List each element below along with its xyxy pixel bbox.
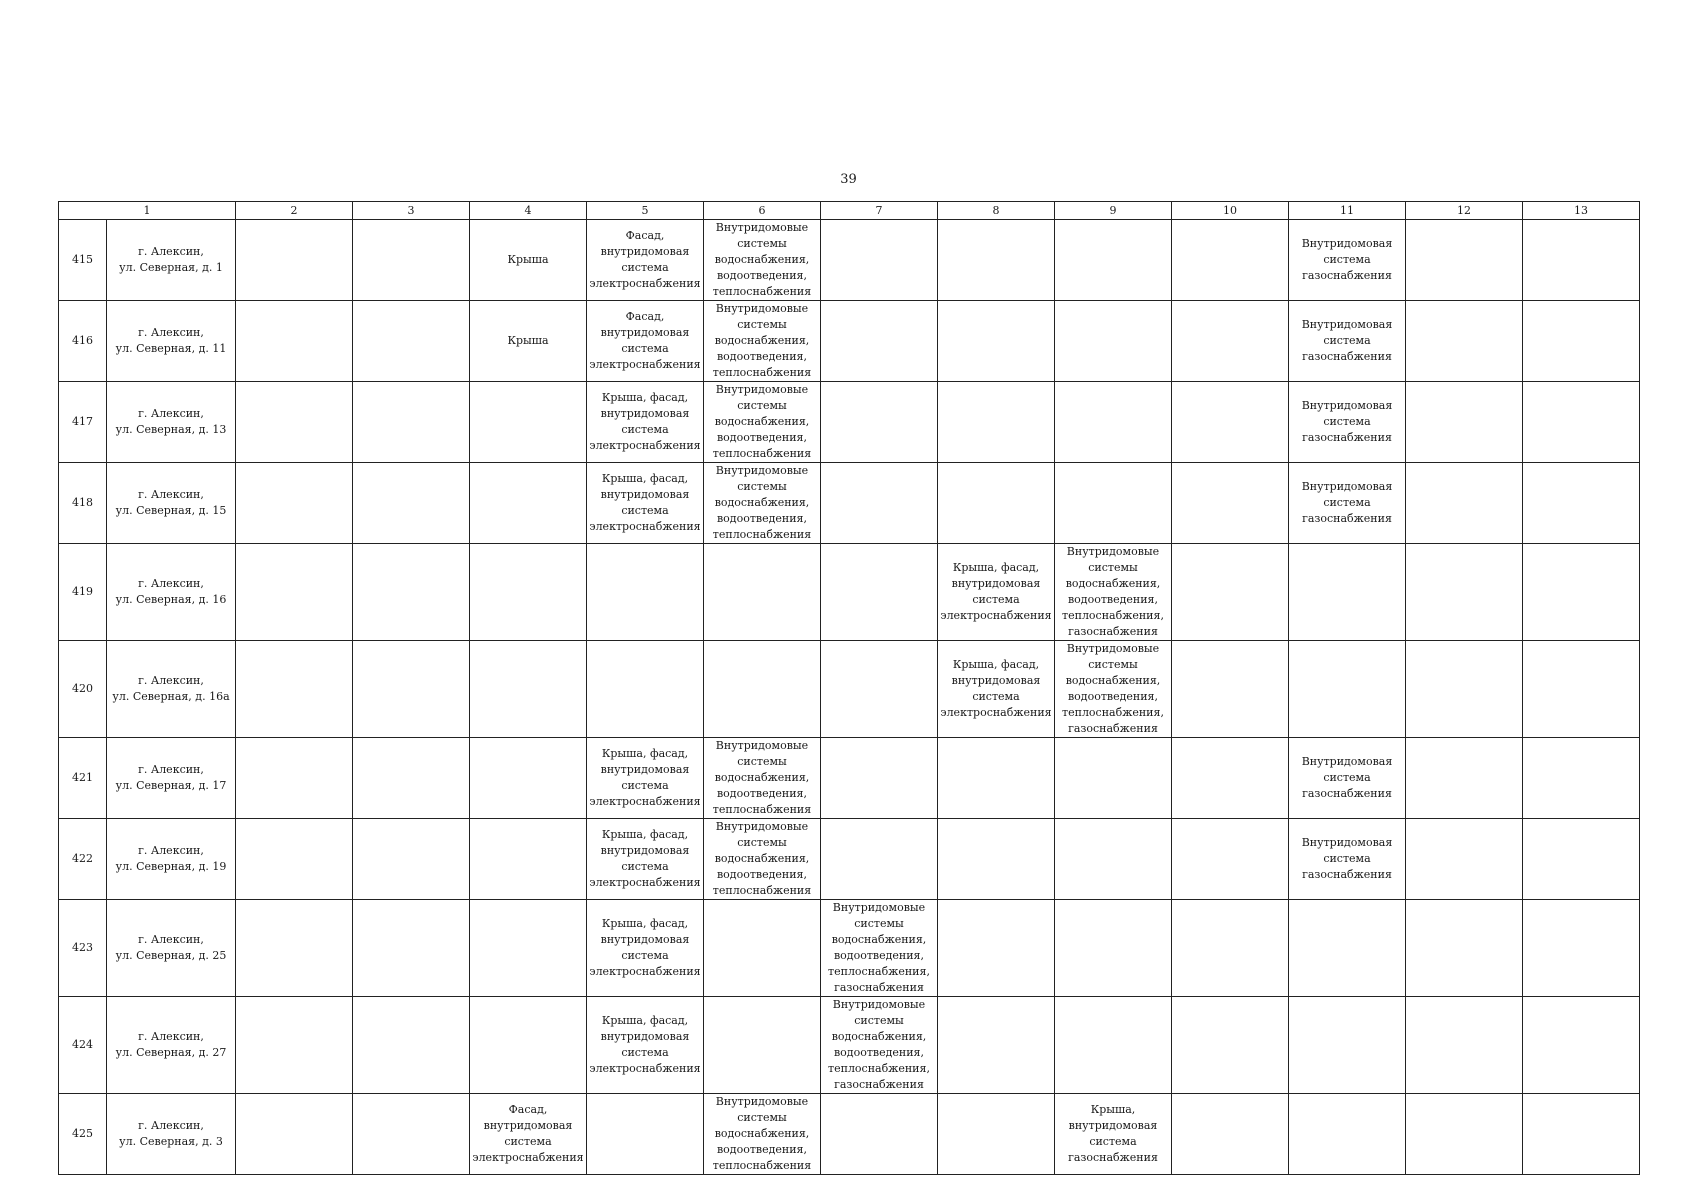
col6-cell: Внутридомовые системы водоснабжения, водоотведения, теплоснабжения — [704, 819, 821, 900]
col11-cell: Внутридомовая система газоснабжения — [1289, 220, 1406, 301]
address-cell: г. Алексин, ул. Северная, д. 17 — [107, 738, 236, 819]
col12-cell — [1406, 1094, 1523, 1175]
col6-cell: Внутридомовые системы водоснабжения, водоотведения, теплоснабжения — [704, 382, 821, 463]
col2-cell — [236, 220, 353, 301]
row-number-cell: 423 — [59, 900, 107, 997]
column-header: 5 — [587, 202, 704, 220]
row-number-cell: 416 — [59, 301, 107, 382]
col4-cell: Крыша — [470, 301, 587, 382]
col6-cell: Внутридомовые системы водоснабжения, водоотведения, теплоснабжения — [704, 301, 821, 382]
column-header: 6 — [704, 202, 821, 220]
table-row — [59, 220, 1640, 301]
col3-cell — [353, 900, 470, 997]
col7-cell — [821, 463, 938, 544]
col5-cell — [587, 544, 704, 641]
col11-cell: Внутридомовая система газоснабжения — [1289, 382, 1406, 463]
col4-cell — [470, 641, 587, 738]
col8-cell — [938, 382, 1055, 463]
col4-cell — [470, 900, 587, 997]
col12-cell — [1406, 301, 1523, 382]
col8-cell — [938, 1094, 1055, 1175]
table-row — [59, 301, 1640, 382]
repair-schedule-table — [58, 201, 1640, 1175]
col5-cell: Крыша, фасад, внутридомовая система электроснабжения — [587, 463, 704, 544]
col11-cell: Внутридомовая система газоснабжения — [1289, 463, 1406, 544]
column-header: 11 — [1289, 202, 1406, 220]
column-header: 1 — [59, 202, 236, 220]
col13-cell — [1523, 997, 1640, 1094]
col9-cell — [1055, 301, 1172, 382]
col2-cell — [236, 382, 353, 463]
col8-cell: Крыша, фасад, внутридомовая система электроснабжения — [938, 641, 1055, 738]
col7-cell — [821, 544, 938, 641]
column-header: 13 — [1523, 202, 1640, 220]
col9-cell — [1055, 819, 1172, 900]
col6-cell — [704, 544, 821, 641]
col10-cell — [1172, 641, 1289, 738]
col12-cell — [1406, 997, 1523, 1094]
col11-cell — [1289, 1094, 1406, 1175]
col4-cell — [470, 544, 587, 641]
col13-cell — [1523, 738, 1640, 819]
row-number-cell: 417 — [59, 382, 107, 463]
col8-cell — [938, 819, 1055, 900]
address-cell: г. Алексин, ул. Северная, д. 25 — [107, 900, 236, 997]
col9-cell — [1055, 220, 1172, 301]
table-row — [59, 738, 1640, 819]
col3-cell — [353, 641, 470, 738]
col12-cell — [1406, 463, 1523, 544]
col4-cell — [470, 382, 587, 463]
col12-cell — [1406, 220, 1523, 301]
col13-cell — [1523, 900, 1640, 997]
col10-cell — [1172, 382, 1289, 463]
col9-cell: Внутридомовые системы водоснабжения, водоотведения, теплоснабжения, газоснабжения — [1055, 544, 1172, 641]
col7-cell: Внутридомовые системы водоснабжения, водоотведения, теплоснабжения, газоснабжения — [821, 900, 938, 997]
row-number-cell: 424 — [59, 997, 107, 1094]
col7-cell — [821, 382, 938, 463]
col11-cell — [1289, 641, 1406, 738]
col3-cell — [353, 997, 470, 1094]
col10-cell — [1172, 463, 1289, 544]
address-cell: г. Алексин, ул. Северная, д. 3 — [107, 1094, 236, 1175]
col5-cell: Крыша, фасад, внутридомовая система электроснабжения — [587, 997, 704, 1094]
col12-cell — [1406, 738, 1523, 819]
col2-cell — [236, 1094, 353, 1175]
col2-cell — [236, 997, 353, 1094]
col12-cell — [1406, 641, 1523, 738]
table-row — [59, 1094, 1640, 1175]
col4-cell — [470, 463, 587, 544]
col6-cell — [704, 900, 821, 997]
col8-cell — [938, 997, 1055, 1094]
col7-cell — [821, 301, 938, 382]
column-header: 3 — [353, 202, 470, 220]
col2-cell — [236, 463, 353, 544]
row-number-cell: 415 — [59, 220, 107, 301]
address-cell: г. Алексин, ул. Северная, д. 16 — [107, 544, 236, 641]
address-cell: г. Алексин, ул. Северная, д. 19 — [107, 819, 236, 900]
col5-cell — [587, 1094, 704, 1175]
column-number-header-row — [59, 202, 1640, 220]
table-row — [59, 382, 1640, 463]
col3-cell — [353, 220, 470, 301]
col10-cell — [1172, 997, 1289, 1094]
col2-cell — [236, 641, 353, 738]
table-row — [59, 463, 1640, 544]
col3-cell — [353, 301, 470, 382]
col2-cell — [236, 900, 353, 997]
col2-cell — [236, 819, 353, 900]
col6-cell: Внутридомовые системы водоснабжения, водоотведения, теплоснабжения — [704, 220, 821, 301]
address-cell: г. Алексин, ул. Северная, д. 1 — [107, 220, 236, 301]
column-header: 10 — [1172, 202, 1289, 220]
col11-cell — [1289, 997, 1406, 1094]
col13-cell — [1523, 819, 1640, 900]
col10-cell — [1172, 544, 1289, 641]
col13-cell — [1523, 463, 1640, 544]
table-body — [59, 220, 1640, 1175]
col6-cell — [704, 641, 821, 738]
col6-cell: Внутридомовые системы водоснабжения, водоотведения, теплоснабжения — [704, 738, 821, 819]
col7-cell — [821, 738, 938, 819]
col7-cell — [821, 641, 938, 738]
table-row — [59, 544, 1640, 641]
address-cell: г. Алексин, ул. Северная, д. 16а — [107, 641, 236, 738]
table-row — [59, 819, 1640, 900]
col9-cell — [1055, 738, 1172, 819]
col9-cell: Внутридомовые системы водоснабжения, водоотведения, теплоснабжения, газоснабжения — [1055, 641, 1172, 738]
col8-cell — [938, 220, 1055, 301]
col12-cell — [1406, 544, 1523, 641]
col5-cell: Крыша, фасад, внутридомовая система электроснабжения — [587, 382, 704, 463]
col8-cell: Крыша, фасад, внутридомовая система электроснабжения — [938, 544, 1055, 641]
col13-cell — [1523, 382, 1640, 463]
row-number-cell: 425 — [59, 1094, 107, 1175]
col3-cell — [353, 1094, 470, 1175]
col11-cell: Внутридомовая система газоснабжения — [1289, 301, 1406, 382]
col10-cell — [1172, 738, 1289, 819]
col12-cell — [1406, 819, 1523, 900]
col9-cell — [1055, 997, 1172, 1094]
col3-cell — [353, 738, 470, 819]
col3-cell — [353, 463, 470, 544]
col8-cell — [938, 738, 1055, 819]
col3-cell — [353, 819, 470, 900]
col11-cell: Внутридомовая система газоснабжения — [1289, 819, 1406, 900]
col13-cell — [1523, 641, 1640, 738]
address-cell: г. Алексин, ул. Северная, д. 15 — [107, 463, 236, 544]
row-number-cell: 421 — [59, 738, 107, 819]
address-cell: г. Алексин, ул. Северная, д. 11 — [107, 301, 236, 382]
row-number-cell: 420 — [59, 641, 107, 738]
col5-cell: Фасад, внутридомовая система электроснабжения — [587, 301, 704, 382]
col13-cell — [1523, 301, 1640, 382]
column-header: 12 — [1406, 202, 1523, 220]
col5-cell: Фасад, внутридомовая система электроснабжения — [587, 220, 704, 301]
col4-cell — [470, 997, 587, 1094]
row-number-cell: 419 — [59, 544, 107, 641]
col11-cell: Внутридомовая система газоснабжения — [1289, 738, 1406, 819]
row-number-cell: 418 — [59, 463, 107, 544]
col6-cell — [704, 997, 821, 1094]
col7-cell — [821, 1094, 938, 1175]
col5-cell: Крыша, фасад, внутридомовая система электроснабжения — [587, 900, 704, 997]
col10-cell — [1172, 220, 1289, 301]
col12-cell — [1406, 900, 1523, 997]
col5-cell — [587, 641, 704, 738]
col2-cell — [236, 301, 353, 382]
page-number: 39 — [840, 172, 857, 187]
col4-cell: Крыша — [470, 220, 587, 301]
col7-cell — [821, 819, 938, 900]
col10-cell — [1172, 301, 1289, 382]
col9-cell: Крыша, внутридомовая система газоснабжения — [1055, 1094, 1172, 1175]
col11-cell — [1289, 900, 1406, 997]
col8-cell — [938, 900, 1055, 997]
col5-cell: Крыша, фасад, внутридомовая система электроснабжения — [587, 819, 704, 900]
col10-cell — [1172, 900, 1289, 997]
col6-cell: Внутридомовые системы водоснабжения, водоотведения, теплоснабжения — [704, 1094, 821, 1175]
column-header: 4 — [470, 202, 587, 220]
table-row — [59, 900, 1640, 997]
col4-cell: Фасад, внутридомовая система электроснабжения — [470, 1094, 587, 1175]
col11-cell — [1289, 544, 1406, 641]
col10-cell — [1172, 1094, 1289, 1175]
column-header: 8 — [938, 202, 1055, 220]
col4-cell — [470, 738, 587, 819]
col7-cell — [821, 220, 938, 301]
column-header: 9 — [1055, 202, 1172, 220]
col3-cell — [353, 544, 470, 641]
address-cell: г. Алексин, ул. Северная, д. 27 — [107, 997, 236, 1094]
col13-cell — [1523, 1094, 1640, 1175]
col10-cell — [1172, 819, 1289, 900]
col12-cell — [1406, 382, 1523, 463]
col13-cell — [1523, 544, 1640, 641]
col5-cell: Крыша, фасад, внутридомовая система электроснабжения — [587, 738, 704, 819]
col9-cell — [1055, 900, 1172, 997]
col6-cell: Внутридомовые системы водоснабжения, водоотведения, теплоснабжения — [704, 463, 821, 544]
address-cell: г. Алексин, ул. Северная, д. 13 — [107, 382, 236, 463]
col3-cell — [353, 382, 470, 463]
col2-cell — [236, 544, 353, 641]
column-header: 2 — [236, 202, 353, 220]
col7-cell: Внутридомовые системы водоснабжения, водоотведения, теплоснабжения, газоснабжения — [821, 997, 938, 1094]
col2-cell — [236, 738, 353, 819]
col13-cell — [1523, 220, 1640, 301]
col4-cell — [470, 819, 587, 900]
table-row — [59, 997, 1640, 1094]
row-number-cell: 422 — [59, 819, 107, 900]
col9-cell — [1055, 463, 1172, 544]
table-row — [59, 641, 1640, 738]
col9-cell — [1055, 382, 1172, 463]
col8-cell — [938, 301, 1055, 382]
column-header: 7 — [821, 202, 938, 220]
col8-cell — [938, 463, 1055, 544]
